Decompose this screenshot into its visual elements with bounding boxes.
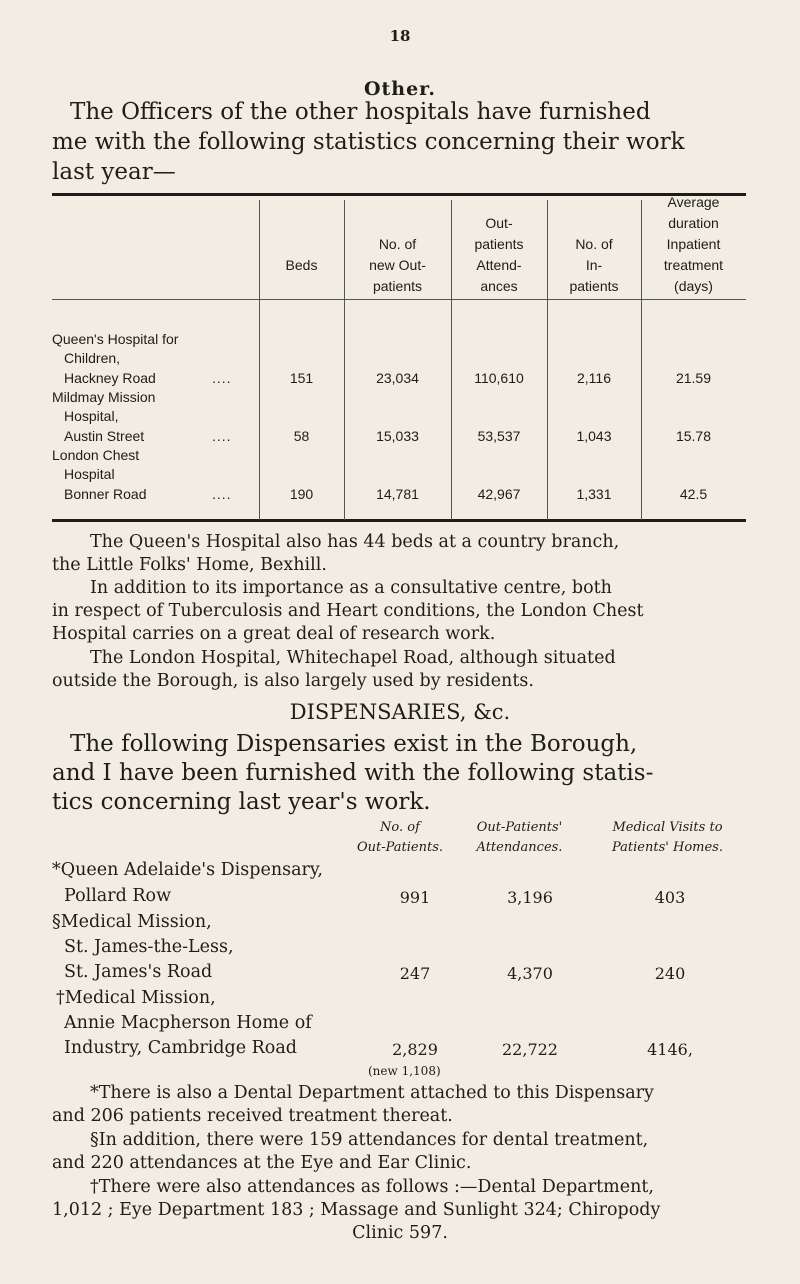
- column-header-attendances: Out-Patients' Attendances.: [476, 820, 563, 855]
- cell-outpatients: 2,829: [392, 1040, 438, 1059]
- row-name-line: Mildmay Mission: [52, 389, 156, 405]
- footnote-line: 1,012 ; Eye Department 183 ; Massage and Sunlight 324; Chiropody: [52, 1200, 661, 1220]
- cell-average-duration: 21.59: [675, 370, 712, 386]
- row-name-line: Bonner Road: [64, 486, 147, 502]
- leader-dots: ....: [212, 370, 232, 386]
- cell-new-outpatients: 14,781: [376, 486, 419, 502]
- leader-dots: ....: [212, 428, 232, 444]
- cell-home-visits: 403: [654, 888, 686, 907]
- paragraph-line: the Little Folks' Home, Bexhill.: [52, 555, 327, 575]
- row-name-line: Children,: [64, 350, 121, 366]
- column-header-outpatient-attendances: Out- patients Attend- ances: [474, 215, 524, 294]
- column-header-average-duration: Average duration Inpatient treatment (days): [663, 194, 724, 294]
- row-name-line: St. James's Road: [64, 962, 213, 982]
- footnote-line: and 206 patients received treatment thereat.: [52, 1106, 453, 1126]
- paragraph-line: Hospital carries on a great deal of research work.: [52, 624, 496, 644]
- row-name-line: London Chest: [52, 447, 140, 463]
- cell-inpatients: 1,331: [576, 486, 612, 502]
- footnote-line: Clinic 597.: [352, 1223, 448, 1243]
- new-patients-note: (new 1,108): [368, 1064, 441, 1078]
- cell-attendances: 53,537: [477, 428, 521, 444]
- cell-attendances: 3,196: [507, 888, 553, 907]
- row-name-line: Austin Street: [64, 428, 145, 444]
- paragraph-line: outside the Borough, is also largely used by residents.: [52, 671, 534, 691]
- paragraph-line: The London Hospital, Whitechapel Road, although situated: [90, 648, 616, 668]
- column-header-new-outpatients: No. of new Out- patients: [369, 236, 426, 294]
- dispensaries-heading: DISPENSARIES, &c.: [289, 700, 511, 724]
- row-name-line: Industry, Cambridge Road: [64, 1038, 297, 1058]
- cell-beds: 58: [293, 428, 310, 444]
- dispensaries-intro-line: and I have been furnished with the following statis-: [52, 760, 654, 786]
- cell-outpatients: 991: [399, 888, 431, 907]
- row-name-line: Annie Macpherson Home of: [64, 1013, 312, 1033]
- cell-attendances: 110,610: [474, 370, 524, 386]
- paragraph-line: in respect of Tuberculosis and Heart conditions, the London Chest: [52, 601, 644, 621]
- cell-beds: 151: [289, 370, 314, 386]
- column-header-outpatients: No. of Out-Patients.: [356, 820, 444, 855]
- column-header-home-visits: Medical Visits to Patients' Homes.: [612, 820, 723, 855]
- dispensaries-intro-line: tics concerning last year's work.: [52, 789, 431, 815]
- intro-line: me with the following statistics concerning their work: [52, 129, 685, 155]
- row-name-line: Hospital: [64, 466, 115, 482]
- row-name-line: §Medical Mission,: [52, 912, 212, 932]
- row-name-line: *Queen Adelaide's Dispensary,: [52, 860, 323, 880]
- intro-line: last year—: [52, 159, 176, 185]
- section-heading: Other.: [363, 78, 437, 100]
- paragraph-line: The Queen's Hospital also has 44 beds at a country branch,: [90, 532, 620, 552]
- column-header-inpatients: No. of In- patients: [569, 236, 619, 294]
- page-number: 18: [389, 27, 411, 45]
- cell-outpatients: 247: [399, 964, 431, 983]
- column-divider: [259, 200, 260, 520]
- footnote-line: †There were also attendances as follows :—Dental Department,: [90, 1177, 654, 1197]
- row-name-line: Hackney Road: [64, 370, 156, 386]
- cell-beds: 190: [289, 486, 314, 502]
- row-name-line: Pollard Row: [64, 886, 172, 906]
- cell-inpatients: 1,043: [576, 428, 612, 444]
- cell-attendances: 42,967: [477, 486, 521, 502]
- column-header-beds: Beds: [285, 257, 318, 273]
- paragraph-line: In addition to its importance as a consultative centre, both: [90, 578, 612, 598]
- cell-average-duration: 15.78: [675, 428, 712, 444]
- dispensaries-intro-line: The following Dispensaries exist in the Borough,: [70, 731, 638, 757]
- intro-line: The Officers of the other hospitals have furnished: [70, 99, 651, 125]
- row-name-line: St. James-the-Less,: [64, 937, 234, 957]
- cell-attendances: 4,370: [507, 964, 553, 983]
- footnote-line: and 220 attendances at the Eye and Ear Clinic.: [52, 1153, 472, 1173]
- cell-new-outpatients: 23,034: [376, 370, 419, 386]
- cell-home-visits: 240: [654, 964, 686, 983]
- row-name-line: †Medical Mission,: [56, 988, 216, 1008]
- footnote-line: §In addition, there were 159 attendances for dental treatment,: [90, 1130, 649, 1150]
- row-name-line: Hospital,: [64, 408, 119, 424]
- cell-average-duration: 42.5: [679, 486, 708, 502]
- cell-inpatients: 2,116: [577, 370, 611, 386]
- cell-attendances: 22,722: [502, 1040, 558, 1059]
- cell-new-outpatients: 15,033: [376, 428, 419, 444]
- leader-dots: ....: [212, 486, 232, 502]
- cell-home-visits: 4146,: [647, 1040, 693, 1059]
- footnote-line: *There is also a Dental Department attached to this Dispensary: [90, 1083, 654, 1103]
- row-name-line: Queen's Hospital for: [52, 331, 179, 347]
